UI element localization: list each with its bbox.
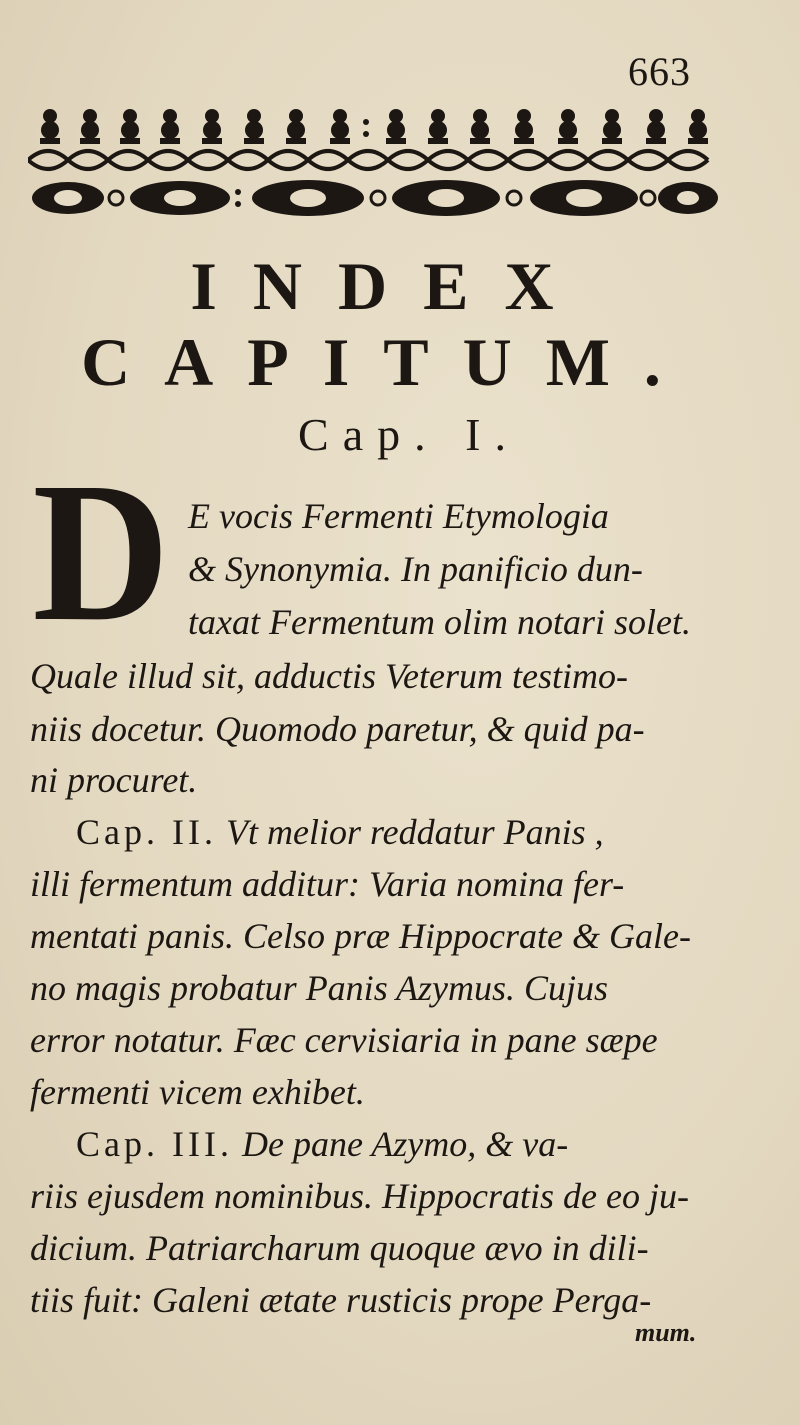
scroll-band-icon xyxy=(28,151,708,169)
chapter-2-line-6: fermenti vicem exhibet. xyxy=(30,1072,365,1112)
chapter-3-line-4: tiis fuit: Galeni ætate rusticis prope Perga- xyxy=(30,1280,652,1320)
chapter-3-label: Cap. III. xyxy=(76,1124,233,1164)
chapter-3-line-3: dicium. Patriarcharum quoque ævo in dili- xyxy=(30,1228,649,1268)
chapter-1-heading: Cap. I. xyxy=(298,409,520,460)
index-title: INDEX xyxy=(190,248,590,324)
chapter-2-first-line xyxy=(76,806,604,858)
chapter-2-label: Cap. II. xyxy=(76,812,217,852)
chapter-2-line-2: illi fermentum additur: Varia nomina fer- xyxy=(30,864,625,904)
chapter-1-line-6: ni procuret. xyxy=(30,760,198,800)
chapter-1-line-3: taxat Fermentum olim notari solet. xyxy=(188,602,691,642)
chapter-1-line-4: Quale illud sit, adductis Veterum testimo- xyxy=(30,656,628,696)
chapter-2-line-5: error notatur. Fæc cervisiaria in pane sæpe xyxy=(30,1020,658,1060)
catchword: mum. xyxy=(635,1318,697,1347)
page-number: 663 xyxy=(628,49,691,94)
chapter-3-line-2: riis ejusdem nominibus. Hippocratis de eo ju- xyxy=(30,1176,689,1216)
chapter-1-line-5: niis docetur. Quomodo paretur, & quid pa- xyxy=(30,709,645,749)
chapter-2-line-3: mentati panis. Celso præ Hippocrate & Gale- xyxy=(30,916,691,956)
chapter-2-line-4: no magis probatur Panis Azymus. Cujus xyxy=(30,968,609,1008)
capitum-title: CAPITUM. xyxy=(81,324,695,400)
drop-cap: D xyxy=(32,442,170,663)
chapter-3-line-1: De pane Azymo, & va- xyxy=(241,1124,569,1164)
finial-row-icon xyxy=(40,109,708,144)
chapter-2-line-1: Vt melior reddatur Panis , xyxy=(225,812,604,852)
chapter-1-line-1: E vocis Fermenti Etymologia xyxy=(188,496,609,536)
chapter-3-first-line xyxy=(76,1118,568,1170)
decorative-headpiece xyxy=(28,100,720,220)
chapter-1-line-2: & Synonymia. In panificio dun- xyxy=(188,549,643,589)
rosette-row-icon xyxy=(32,180,718,216)
